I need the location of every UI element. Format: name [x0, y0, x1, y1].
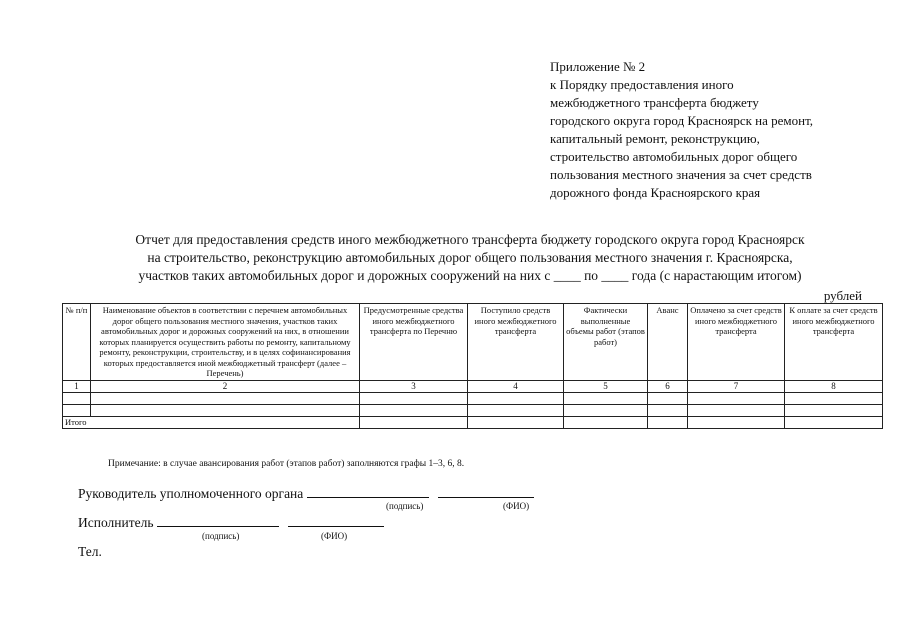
executor-name-blank	[288, 525, 384, 527]
head-name-caption: (ФИО)	[503, 501, 530, 511]
report-table	[62, 303, 883, 429]
empty-cell	[91, 404, 360, 416]
header-cell-object-name: Наименование объектов в соответствии с перечнем автомобильных дорог общего пользования местного значения, участков таких автомобильных дорог и дорожных сооружений на них, в отношении которых планируется осуществить работы по ремонту, капитальному ремонту, реконструкции, строительству, и в целях софинансирования которых предоставляется иной межбюджетный трансферт (далее – Перечень)	[91, 304, 360, 381]
empty-cell	[785, 416, 883, 428]
header-cell-actual-works: Фактически выполненные объемы работ (этапов работ)	[564, 304, 648, 381]
table-row	[63, 392, 883, 404]
empty-cell	[564, 404, 648, 416]
column-number: 3	[360, 380, 468, 392]
total-row	[63, 416, 883, 428]
currency-label: рублей	[823, 288, 862, 303]
report-title-line: на строительство, реконструкцию автомобильных дорог общего пользования местного значения г. Красноярска,	[147, 250, 793, 265]
executor-signature-line	[78, 515, 384, 531]
report-title-line: Отчет для предоставления средств иного межбюджетного трансферта бюджету городского округа город Красноярск	[135, 232, 805, 247]
empty-cell	[468, 416, 564, 428]
column-number: 7	[688, 380, 785, 392]
appendix-header	[550, 58, 880, 202]
empty-cell	[63, 392, 91, 404]
empty-cell	[688, 404, 785, 416]
empty-cell	[785, 392, 883, 404]
header-cell-paid: Оплачено за счет средств иного межбюджетного трансферта	[688, 304, 785, 381]
appendix-line: капитальный ремонт, реконструкцию,	[550, 131, 760, 146]
empty-cell	[360, 416, 468, 428]
header-cell-received-funds: Поступило средств иного межбюджетного трансферта	[468, 304, 564, 381]
empty-cell	[564, 416, 648, 428]
appendix-line: Приложение № 2	[550, 59, 646, 74]
report-title	[60, 231, 880, 285]
table-header-row	[63, 304, 883, 381]
header-cell-number: № п/п	[63, 304, 91, 381]
empty-cell	[564, 392, 648, 404]
empty-cell	[785, 404, 883, 416]
empty-cell	[468, 404, 564, 416]
empty-cell	[648, 416, 688, 428]
appendix-line: к Порядку предоставления иного	[550, 77, 734, 92]
executor-signature-caption: (подпись)	[202, 531, 240, 541]
header-cell-to-pay: К оплате за счет средств иного межбюджетного трансферта	[785, 304, 883, 381]
empty-cell	[468, 392, 564, 404]
empty-cell	[360, 392, 468, 404]
appendix-line: городского округа город Красноярск на ремонт,	[550, 113, 814, 128]
column-number: 4	[468, 380, 564, 392]
appendix-line: дорожного фонда Красноярского края	[550, 185, 761, 200]
column-number: 2	[91, 380, 360, 392]
column-number-row	[63, 380, 883, 392]
report-title-line: участков таких автомобильных дорог и дорожных сооружений на них с ____ по ____ года (с нарастающим итогом)	[138, 268, 802, 283]
empty-cell	[91, 392, 360, 404]
appendix-line: пользования местного значения за счет средств	[550, 167, 812, 182]
head-name-blank	[438, 496, 534, 498]
head-signature-blank	[307, 496, 429, 498]
column-number: 5	[564, 380, 648, 392]
empty-cell	[63, 404, 91, 416]
appendix-line: строительство автомобильных дорог общего	[550, 149, 798, 164]
phone-label: Тел.	[78, 544, 102, 559]
table-note: Примечание: в случае авансирования работ (этапов работ) заполняются графы 1–3, 6, 8.	[108, 459, 465, 469]
column-number: 6	[648, 380, 688, 392]
empty-cell	[648, 404, 688, 416]
head-label: Руководитель уполномоченного органа	[78, 486, 304, 501]
table-row	[63, 404, 883, 416]
empty-cell	[648, 392, 688, 404]
total-label: Итого	[63, 416, 360, 428]
executor-label: Исполнитель	[78, 515, 154, 530]
column-number: 1	[63, 380, 91, 392]
header-cell-planned-funds: Предусмотренные средства иного межбюджетного трансферта по Перечню	[360, 304, 468, 381]
empty-cell	[688, 416, 785, 428]
empty-cell	[360, 404, 468, 416]
column-number: 8	[785, 380, 883, 392]
executor-signature-blank	[157, 525, 279, 527]
appendix-line: межбюджетного трансферта бюджету	[550, 95, 759, 110]
head-signature-caption: (подпись)	[386, 501, 424, 511]
head-signature-line	[78, 486, 534, 502]
empty-cell	[688, 392, 785, 404]
executor-name-caption: (ФИО)	[321, 531, 348, 541]
header-cell-advance: Аванс	[648, 304, 688, 381]
